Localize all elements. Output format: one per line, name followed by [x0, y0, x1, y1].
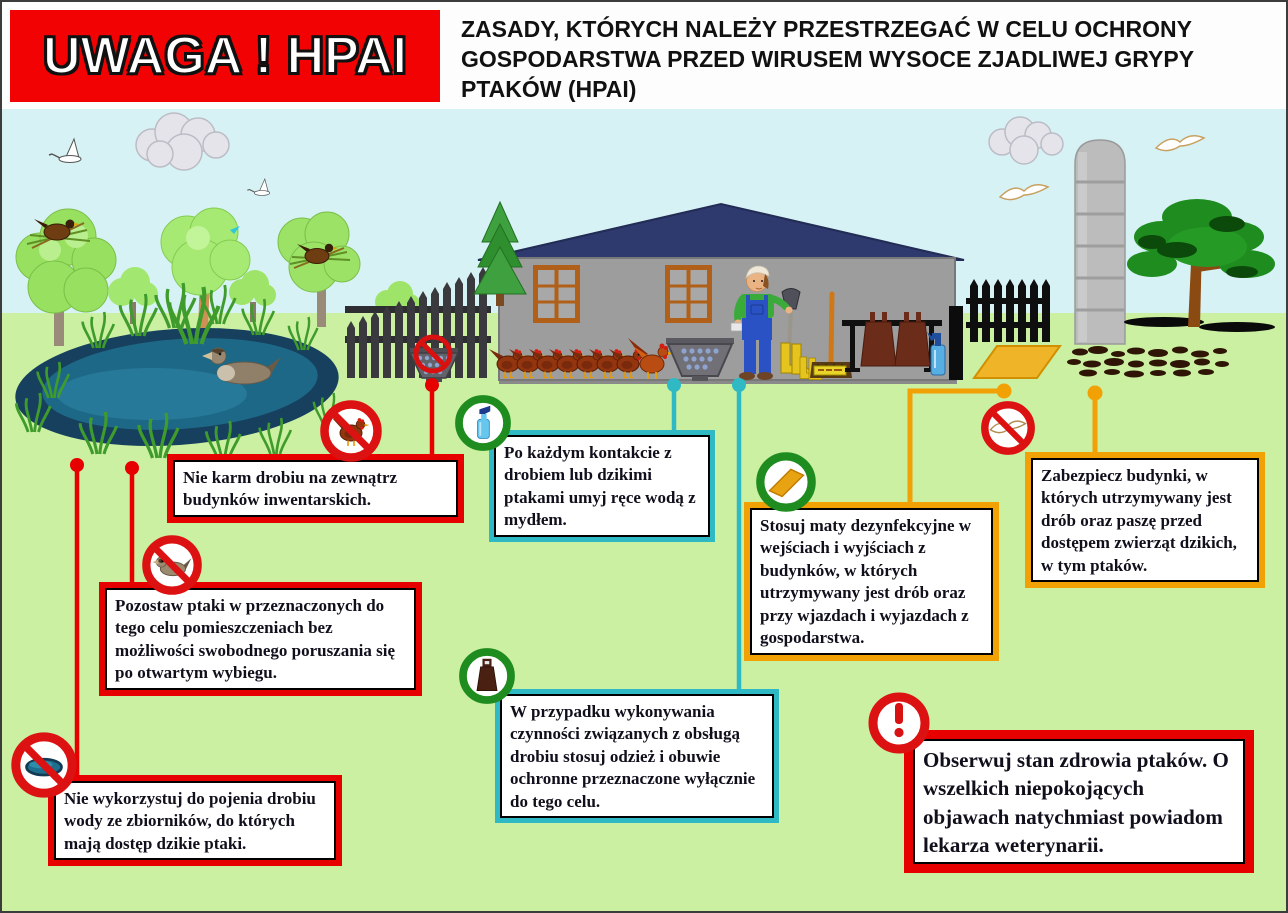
pond-prohibited-icon	[10, 731, 78, 799]
callout-text: W przypadku wykonywania czynności związanych z obsługą drobiu stosuj odzież i obuwie ochronne przeznaczone wyłącznie do tego celu.	[510, 702, 756, 811]
callout-protective-clothing	[495, 689, 779, 823]
callout-wash-hands	[489, 430, 715, 542]
callout-secure-buildings	[1025, 452, 1265, 588]
callout-observe-health	[904, 730, 1254, 873]
alert-exclamation-icon	[867, 691, 931, 755]
barn-window	[533, 265, 580, 323]
silo	[1075, 140, 1125, 344]
poster-title: ZASADY, KTÓRYCH NALEŻY PRZESTRZEGAĆ W CELU OCHRONY GOSPODARSTWA PRZED WIRUSEM WYSOCE ZJADLIWEJ GRYPY PTAKÓW (HPAI)	[461, 16, 1194, 102]
callout-text: Nie wykorzystuj do pojenia drobiu wody ze zbiorników, do których mają dostęp dzikie ptaki.	[64, 789, 316, 853]
callout-text: Pozostaw ptaki w przeznaczonych do tego celu pomieszczeniach bez możliwości swobodnego poruszania się po otwartym wybiegu.	[115, 596, 396, 683]
callout-text: Stosuj maty dezynfekcyjne w wejściach i wyjściach z budynków, w których utrzymywany jest drób oraz przy wjazdach i wyjazdach z gospodarstwa.	[760, 516, 972, 648]
barn-window	[665, 265, 712, 323]
callout-no-wild-water	[48, 775, 342, 866]
callout-keep-birds-inside	[99, 582, 422, 696]
apron-icon	[458, 647, 516, 705]
hen-prohibited-icon	[319, 399, 383, 463]
wild-bird-prohibited-icon	[980, 400, 1036, 456]
callout-no-feeding-outside	[167, 454, 464, 523]
disinfection-mat-icon	[755, 451, 817, 513]
barn-door	[949, 306, 963, 380]
alert-text: UWAGA ! HPAI	[43, 27, 407, 85]
callout-text: Nie karm drobiu na zewnątrz budynków inwentarskich.	[183, 468, 398, 510]
header	[2, 2, 1286, 109]
duck-prohibited-icon	[141, 534, 203, 596]
callout-text: Obserwuj stan zdrowia ptaków. O wszelkich niepokojących objawach natychmiast powiadom lekarza weterynarii.	[923, 748, 1229, 858]
alert-banner	[10, 10, 440, 102]
callout-text: Po każdym kontakcie z drobiem lub dzikimi ptakami umyj ręce wodą z mydłem.	[504, 443, 696, 530]
callout-disinfection-mats	[744, 502, 999, 661]
soap-spray-icon	[454, 394, 512, 452]
callout-text: Zabezpiecz budynki, w których utrzymywany jest drób oraz paszę przed dostępem zwierząt dzikich, w tym ptaków.	[1041, 466, 1237, 575]
